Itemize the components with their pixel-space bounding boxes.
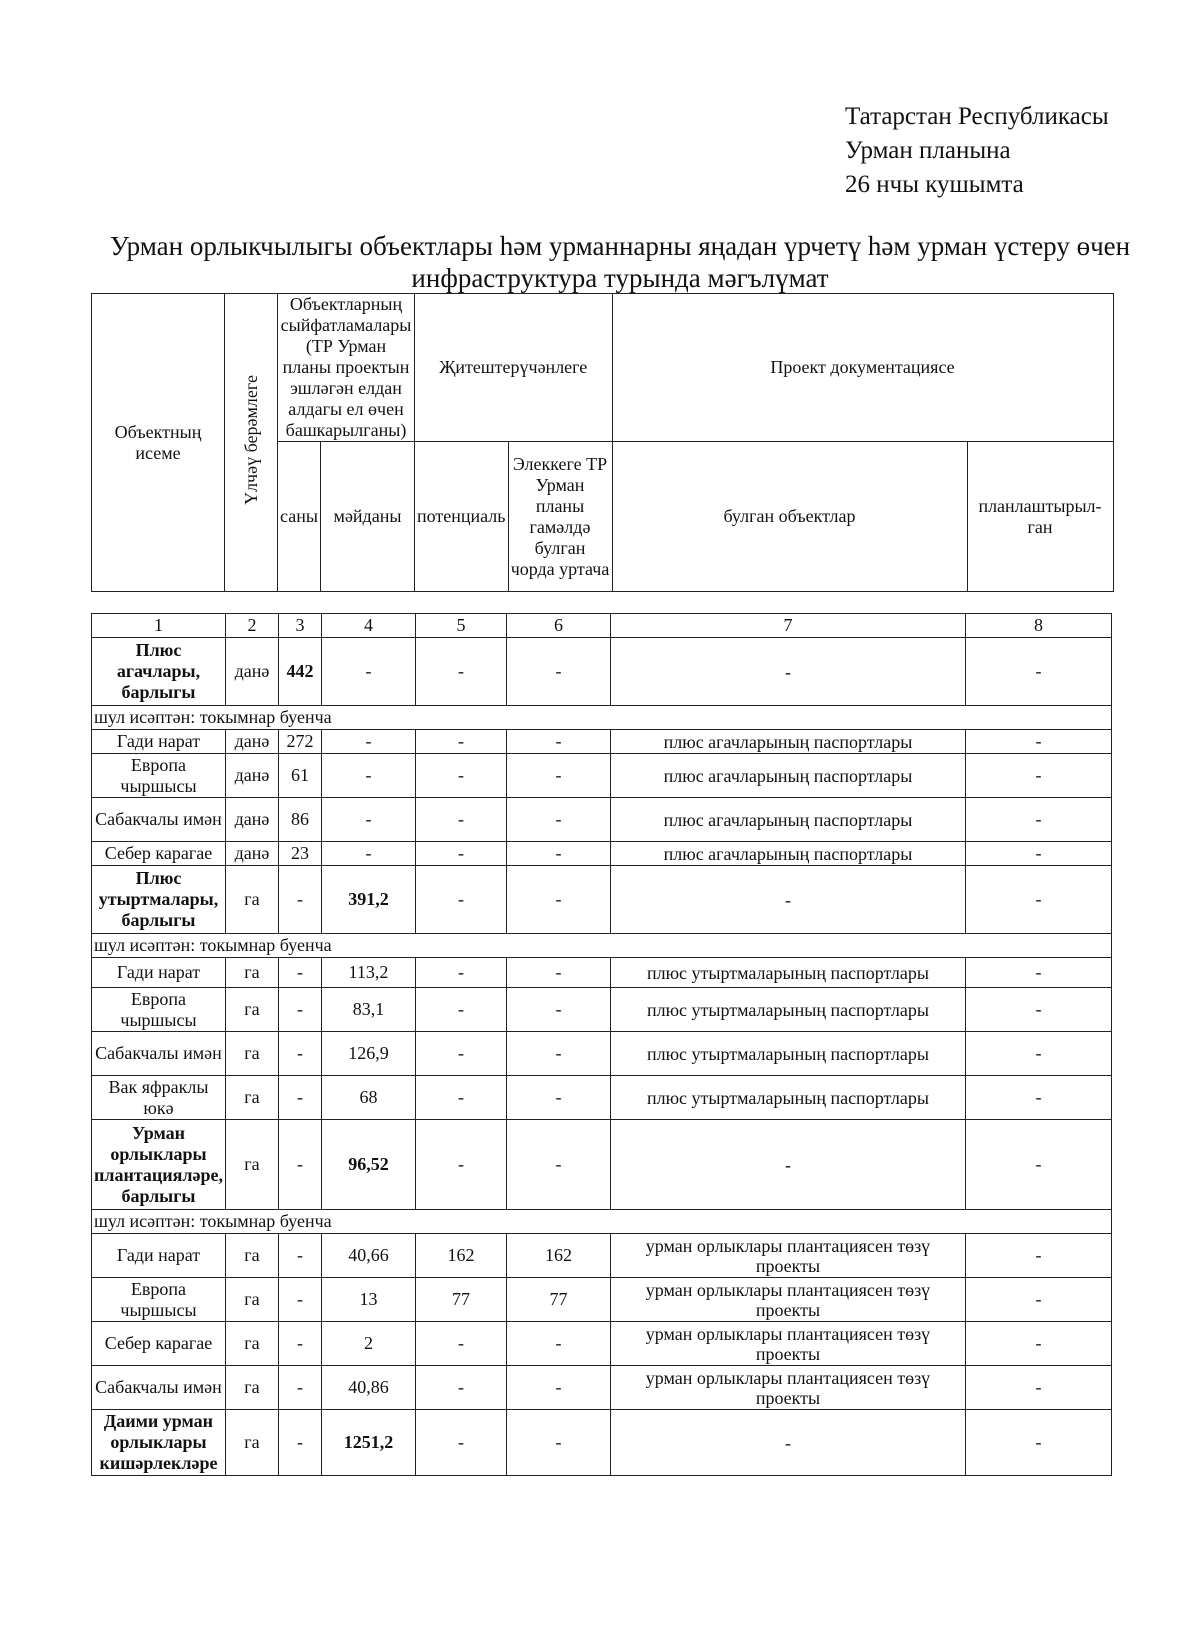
cell-average: -	[506, 866, 610, 934]
cell-potential: -	[415, 798, 506, 842]
cell-planned: -	[965, 1120, 1111, 1210]
cell-unit: данә	[225, 798, 278, 842]
annex-line-1: Татарстан Республикасы	[845, 103, 1109, 130]
cell-unit: га	[225, 1410, 278, 1476]
total-row	[92, 638, 1112, 706]
header-planned: планлаштырыл-ган	[967, 442, 1113, 592]
cell-area: -	[321, 842, 415, 866]
total-row	[92, 1410, 1112, 1476]
cell-potential: -	[415, 638, 506, 706]
cell-area: -	[321, 638, 415, 706]
header-unit	[225, 294, 278, 592]
cell-area: 13	[321, 1278, 415, 1322]
cell-potential: -	[415, 754, 506, 798]
cell-planned: -	[965, 1032, 1111, 1076]
header-name-text: Объектның исеме	[114, 421, 202, 463]
object-name: Гади нарат	[92, 1234, 226, 1278]
cell-count: 61	[278, 754, 321, 798]
document-title: Урман орлыкчылыгы объектлары һәм урманнарны яңадан үрчетү һәм урман үстеру өчен инфраструктура турында мәгълүмат	[109, 231, 1131, 293]
cell-existing: урман орлыклары плантациясен төзү проекты	[610, 1234, 965, 1278]
object-name: Урман орлыклары плантацияләре, барлыгы	[92, 1120, 226, 1210]
cell-count: -	[278, 1322, 321, 1366]
table-row	[92, 1032, 1112, 1076]
cell-count: -	[278, 1366, 321, 1410]
cell-average: -	[506, 958, 610, 988]
header-existing: булган объектлар	[612, 442, 967, 592]
cell-potential: -	[415, 1366, 506, 1410]
cell-average: -	[506, 798, 610, 842]
object-name: Сабакчалы имән	[92, 1032, 226, 1076]
cell-potential: -	[415, 1076, 506, 1120]
object-name: Гади нарат	[92, 958, 226, 988]
cell-average: -	[506, 842, 610, 866]
cell-existing: -	[610, 866, 965, 934]
cell-average: -	[506, 1322, 610, 1366]
annex-line-3: 26 нчы кушымта	[845, 171, 1024, 198]
cell-planned: -	[965, 798, 1111, 842]
cell-existing: плюс утыртмаларының паспортлары	[610, 958, 965, 988]
cell-average: -	[506, 730, 610, 754]
cell-average: 162	[506, 1234, 610, 1278]
cell-potential: -	[415, 866, 506, 934]
cell-potential: -	[415, 1410, 506, 1476]
cell-unit: га	[225, 958, 278, 988]
column-number: 3	[278, 614, 321, 638]
table-row	[92, 1234, 1112, 1278]
object-name: Сабакчалы имән	[92, 1366, 226, 1410]
table-row	[92, 842, 1112, 866]
cell-potential: 77	[415, 1278, 506, 1322]
object-name: Себер карагае	[92, 842, 226, 866]
annex-note	[845, 100, 1109, 202]
cell-planned: -	[965, 842, 1111, 866]
object-name: Европа чыршысы	[92, 1278, 226, 1322]
cell-area: 96,52	[321, 1120, 415, 1210]
cell-planned: -	[965, 958, 1111, 988]
cell-planned: -	[965, 1076, 1111, 1120]
cell-area: 391,2	[321, 866, 415, 934]
column-number: 5	[415, 614, 506, 638]
object-name: Европа чыршысы	[92, 754, 226, 798]
object-name: Сабакчалы имән	[92, 798, 226, 842]
cell-count: -	[278, 866, 321, 934]
column-number: 7	[610, 614, 965, 638]
table-row	[92, 988, 1112, 1032]
cell-existing: -	[610, 1120, 965, 1210]
column-number-row	[92, 614, 1112, 638]
cell-unit: га	[225, 1076, 278, 1120]
cell-count: 23	[278, 842, 321, 866]
cell-unit: га	[225, 1278, 278, 1322]
cell-count: -	[278, 1278, 321, 1322]
cell-average: -	[506, 1410, 610, 1476]
cell-area: -	[321, 798, 415, 842]
object-name: Плюс утыртмалары, барлыгы	[92, 866, 226, 934]
total-row	[92, 1120, 1112, 1210]
cell-planned: -	[965, 1410, 1111, 1476]
header-project-docs: Проект документациясе	[612, 294, 1113, 442]
cell-count: -	[278, 1032, 321, 1076]
subheading-row	[92, 706, 1112, 730]
column-number: 8	[965, 614, 1111, 638]
cell-area: 40,86	[321, 1366, 415, 1410]
header-area: мәйданы	[321, 442, 415, 592]
annex-line-2: Урман планына	[845, 137, 1011, 164]
cell-count: -	[278, 1234, 321, 1278]
table-row	[92, 1076, 1112, 1120]
cell-planned: -	[965, 754, 1111, 798]
cell-potential: -	[415, 958, 506, 988]
cell-planned: -	[965, 988, 1111, 1032]
subheading-row	[92, 934, 1112, 958]
cell-unit: данә	[225, 638, 278, 706]
cell-existing: урман орлыклары плантациясен төзү проекты	[610, 1322, 965, 1366]
cell-unit: данә	[225, 754, 278, 798]
cell-potential: 162	[415, 1234, 506, 1278]
cell-potential: -	[415, 1120, 506, 1210]
cell-existing: плюс утыртмаларының паспортлары	[610, 1032, 965, 1076]
cell-average: 77	[506, 1278, 610, 1322]
subheading-text: шул исәптән: токымнар буенча	[92, 1210, 1112, 1234]
data-table-body	[92, 614, 1112, 1476]
header-average: Элеккеге ТР Урман планы гамәлдә булган чорда уртача	[508, 442, 612, 592]
cell-existing: урман орлыклары плантациясен төзү проекты	[610, 1366, 965, 1410]
cell-count: 442	[278, 638, 321, 706]
cell-average: -	[506, 754, 610, 798]
cell-potential: -	[415, 730, 506, 754]
header-name	[92, 294, 225, 592]
cell-unit: данә	[225, 730, 278, 754]
cell-planned: -	[965, 1234, 1111, 1278]
cell-planned: -	[965, 1366, 1111, 1410]
cell-area: 2	[321, 1322, 415, 1366]
total-row	[92, 866, 1112, 934]
cell-unit: га	[225, 988, 278, 1032]
cell-count: -	[278, 988, 321, 1032]
cell-existing: плюс утыртмаларының паспортлары	[610, 1076, 965, 1120]
cell-unit: га	[225, 1322, 278, 1366]
cell-existing: -	[610, 1410, 965, 1476]
table-row	[92, 1278, 1112, 1322]
cell-area: -	[321, 754, 415, 798]
header-count: саны	[278, 442, 321, 592]
cell-existing: урман орлыклары плантациясен төзү проекты	[610, 1278, 965, 1322]
cell-planned: -	[965, 1322, 1111, 1366]
cell-average: -	[506, 638, 610, 706]
column-number: 4	[321, 614, 415, 638]
object-name: Даими урман орлыклары кишәрлекләре	[92, 1410, 226, 1476]
cell-count: 86	[278, 798, 321, 842]
column-number: 6	[506, 614, 610, 638]
table-row	[92, 754, 1112, 798]
table-row	[92, 730, 1112, 754]
cell-potential: -	[415, 842, 506, 866]
table-row	[92, 958, 1112, 988]
cell-existing: плюс агачларының паспортлары	[610, 842, 965, 866]
subheading-text: шул исәптән: токымнар буенча	[92, 706, 1112, 730]
cell-existing: плюс утыртмаларының паспортлары	[610, 988, 965, 1032]
cell-existing: плюс агачларының паспортлары	[610, 730, 965, 754]
cell-existing: плюс агачларының паспортлары	[610, 798, 965, 842]
cell-count: -	[278, 1410, 321, 1476]
cell-potential: -	[415, 1032, 506, 1076]
cell-existing: плюс агачларының паспортлары	[610, 754, 965, 798]
cell-area: 126,9	[321, 1032, 415, 1076]
header-yield: Җитештерүчәнлеге	[415, 294, 613, 442]
object-name: Гади нарат	[92, 730, 226, 754]
cell-unit: га	[225, 1032, 278, 1076]
table-row	[92, 1366, 1112, 1410]
cell-unit: данә	[225, 842, 278, 866]
cell-count: -	[278, 1076, 321, 1120]
cell-planned: -	[965, 866, 1111, 934]
cell-area: -	[321, 730, 415, 754]
header-table	[91, 293, 1114, 592]
cell-area: 113,2	[321, 958, 415, 988]
cell-planned: -	[965, 638, 1111, 706]
cell-potential: -	[415, 988, 506, 1032]
cell-unit: га	[225, 866, 278, 934]
cell-existing: -	[610, 638, 965, 706]
header-unit-text: Үлчәү берәмлеге	[240, 375, 261, 505]
data-table	[91, 613, 1112, 1476]
column-number: 2	[225, 614, 278, 638]
cell-area: 1251,2	[321, 1410, 415, 1476]
table-row	[92, 798, 1112, 842]
cell-count: 272	[278, 730, 321, 754]
table-row	[92, 1322, 1112, 1366]
cell-planned: -	[965, 1278, 1111, 1322]
cell-average: -	[506, 1032, 610, 1076]
cell-average: -	[506, 1076, 610, 1120]
cell-count: -	[278, 1120, 321, 1210]
cell-unit: га	[225, 1120, 278, 1210]
cell-average: -	[506, 1366, 610, 1410]
object-name: Вак яфраклы юкә	[92, 1076, 226, 1120]
cell-average: -	[506, 1120, 610, 1210]
cell-area: 68	[321, 1076, 415, 1120]
cell-count: -	[278, 958, 321, 988]
object-name: Себер карагае	[92, 1322, 226, 1366]
cell-average: -	[506, 988, 610, 1032]
header-potential: потенциаль	[415, 442, 509, 592]
column-number: 1	[92, 614, 226, 638]
subheading-row	[92, 1210, 1112, 1234]
cell-unit: га	[225, 1366, 278, 1410]
cell-area: 40,66	[321, 1234, 415, 1278]
object-name: Европа чыршысы	[92, 988, 226, 1032]
cell-potential: -	[415, 1322, 506, 1366]
cell-unit: га	[225, 1234, 278, 1278]
cell-area: 83,1	[321, 988, 415, 1032]
object-name: Плюс агачлары, барлыгы	[92, 638, 226, 706]
header-characteristics: Объектларның сыйфатламалары (ТР Урман планы проектын эшләгән елдан алдагы ел өчен башкарылганы)	[278, 294, 415, 442]
subheading-text: шул исәптән: токымнар буенча	[92, 934, 1112, 958]
cell-planned: -	[965, 730, 1111, 754]
